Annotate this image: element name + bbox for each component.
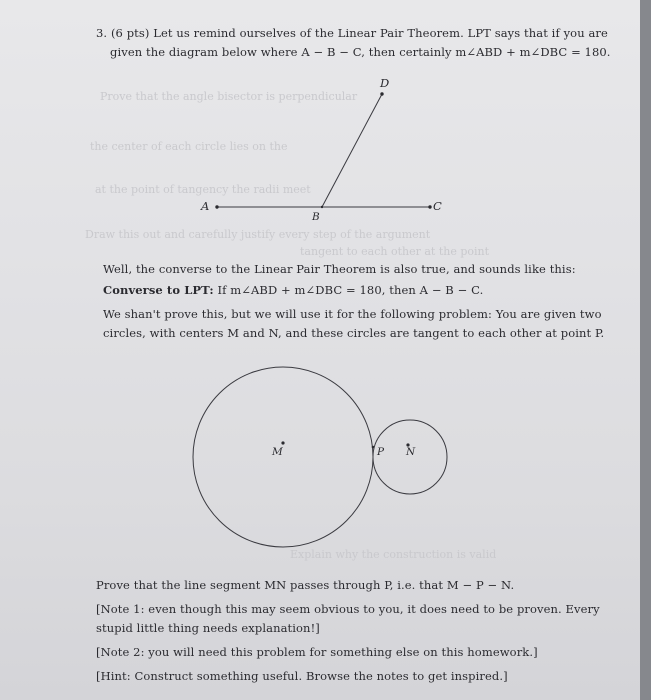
bleed-through-text: at the point of tangency the radii meet [95,183,311,196]
bleed-through-text: Explain why the construction is valid [290,548,497,561]
center-m [281,441,284,444]
note-1-line1: [Note 1: even though this may seem obvious to you, it does need to be proven. Every [96,602,600,616]
prove-statement: Prove that the line segment MN passes through P, i.e. that M − P − N. [96,578,515,592]
label-c: C [433,199,442,213]
problem-setup-line1: We shan't prove this, but we will use it for the following problem: You are given two [103,307,602,321]
label-p: P [377,446,385,458]
bleed-through-text: Draw this out and carefully justify every step of the argument [85,228,431,241]
problem-number: 3. [96,26,108,40]
problem-setup-line2: circles, with centers M and N, and these circles are tangent to each other at point P. [103,326,605,340]
converse-statement: If m∠ABD + m∠DBC = 180, then A − B − C. [217,283,484,297]
bleed-through-text: Prove that the angle bisector is perpendicular [100,90,358,103]
label-m: M [272,446,283,458]
note-2: [Note 2: you will need this problem for something else on this homework.] [96,645,538,659]
label-n: N [406,446,416,458]
converse-intro: Well, the converse to the Linear Pair Theorem is also true, and sounds like this: [103,262,576,276]
bleed-through-text: the center of each circle lies on the [90,140,288,153]
problem-intro-line2: given the diagram below where A − B − C, then certainly m∠ABD + m∠DBC = 180. [110,45,611,59]
problem-points: (6 pts) [110,26,150,40]
label-a: A [201,199,210,213]
note-1-line2: stupid little thing needs explanation!] [96,621,320,635]
label-b: B [312,211,320,223]
hint: [Hint: Construct something useful. Browse the notes to get inspired.] [96,669,508,683]
converse-heading: Converse to LPT: [103,283,214,297]
problem-intro-text: Let us remind ourselves of the Linear Pair Theorem. LPT says that if you are [153,26,608,40]
label-d: D [380,76,390,90]
circle-m [193,367,373,547]
bleed-through-text: tangent to each other at the point [300,245,490,258]
tangent-point-p [372,446,375,449]
